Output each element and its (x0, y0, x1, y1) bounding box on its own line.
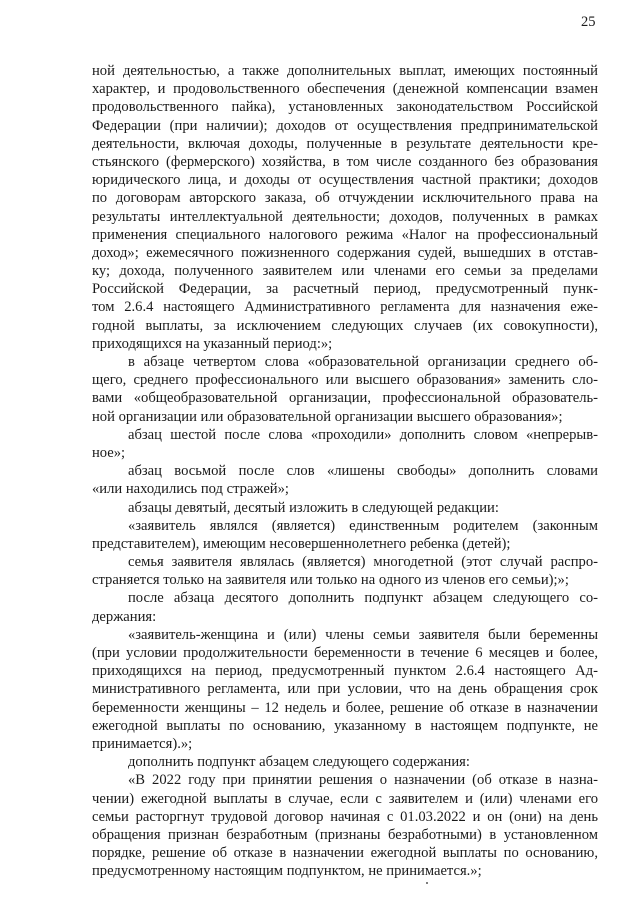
text-line: «или находились под стражей»; (92, 481, 289, 498)
text-line: «В 2022 году при принятии решения о назначении (об отказе в назна- (128, 772, 598, 789)
text-line: страняется только на заявителя или только на одного из членов его семьи);»; (92, 572, 569, 589)
text-line: применения специального налогового режима «Налог на профессиональный (92, 226, 598, 243)
text-line: доход»; ежемесячного пожизненного содержания судей, вышедших в отстав- (92, 244, 598, 261)
text-line: результаты интеллектуальной деятельности; доходов, полученных в рамках (92, 208, 598, 225)
text-line: держания: (92, 608, 157, 625)
text-line: «заявитель являлся (является) единственным родителем (законным (128, 517, 598, 534)
text-line: вами «общеобразовательной организации, профессиональной образователь- (92, 390, 598, 407)
text-line: беременности женщины – 12 недель и более, решение об отказе в назначении (92, 699, 598, 716)
text-line: щего, среднего профессионального или высшего образования» заменить сло- (92, 372, 598, 389)
text-line: том 2.6.4 настоящего Административного регламента для назначения еже- (92, 299, 598, 316)
text-line: «заявитель-женщина и (или) члены семьи заявителя были беременны (128, 626, 598, 643)
text-line: стьянского (фермерского) хозяйства, в том числе созданного без образования (92, 153, 598, 170)
text-line: после абзаца десятого дополнить подпункт абзацем следующего со- (128, 590, 598, 607)
text-line: по договорам авторского заказа, об отчуждении исключительного права на (92, 190, 598, 207)
text-line: семьи расторгнут трудовой договор начиная с 01.03.2022 и он (они) на день (92, 808, 598, 825)
scan-speck (426, 882, 428, 884)
document-body (92, 62, 598, 880)
text-line: принимается).»; (92, 735, 193, 752)
text-line: семья заявителя являлась (является) многодетной (этот случай распро- (128, 554, 598, 571)
text-line: ежегодной выплаты по основанию, указанному в настоящем подпункте, не (92, 717, 598, 734)
text-line: абзацы девятый, десятый изложить в следующей редакции: (128, 499, 499, 516)
text-line: (при условии продолжительности беременности в течение 6 месяцев и более, (92, 645, 598, 661)
text-line: ное»; (92, 444, 126, 461)
text-line: чении) ежегодной выплаты в случае, если с заявителем и (или) членами его (92, 790, 598, 807)
text-line: юридического лица, и доходы от осуществления частной практики; доходов (92, 172, 598, 189)
text-line: ной деятельностью, а также дополнительных выплат, имеющих постоянный (92, 63, 598, 79)
text-line: предусмотренному настоящим подпунктом, не принимается.»; (92, 863, 482, 880)
text-line: деятельности, включая доходы, полученные в результате деятельности кре- (92, 135, 598, 152)
text-line: продовольственного пайка), установленных законодательством Российской (92, 99, 598, 116)
text-line: обращения признан безработным (признаны безработными) в установленном (92, 826, 598, 843)
text-line: ной организации или образовательной организации высшего образования»; (92, 408, 563, 425)
page-number: 25 (581, 14, 596, 30)
text-line: в абзаце четвертом слова «образовательной организации среднего об- (128, 354, 598, 370)
text-line: абзац шестой после слова «проходили» дополнить словом «непрерыв- (128, 426, 598, 443)
text-line: министративного регламента, или при условии, что на день обращения срок (92, 681, 598, 698)
text-line: годной выплаты, за исключением следующих случаев (их совокупности), (92, 317, 598, 334)
text-line: представителем), имеющим несовершеннолетнего ребенка (детей); (92, 535, 511, 552)
text-line: Российской Федерации, за расчетный период, предусмотренный пунк- (92, 281, 598, 298)
text-line: характер, и продовольственного обеспечения (денежной компенсации взамен (92, 81, 598, 98)
text-line: дополнить подпункт абзацем следующего содержания: (128, 754, 470, 771)
text-line: приходящихся на указанный период:»; (92, 335, 333, 352)
text-line: порядке, решение об отказе в назначении ежегодной выплаты по основанию, (92, 845, 598, 862)
text-line: абзац восьмой после слов «лишены свободы» дополнить словами (128, 463, 598, 480)
text-line: приходящихся на период, предусмотренный пунктом 2.6.4 настоящего Ад- (92, 663, 598, 680)
text-line: ку; дохода, полученного заявителем или членами его семьи за пределами (92, 263, 598, 280)
text-line: Федерации (при наличии); доходов от осуществления предпринимательской (92, 117, 598, 134)
